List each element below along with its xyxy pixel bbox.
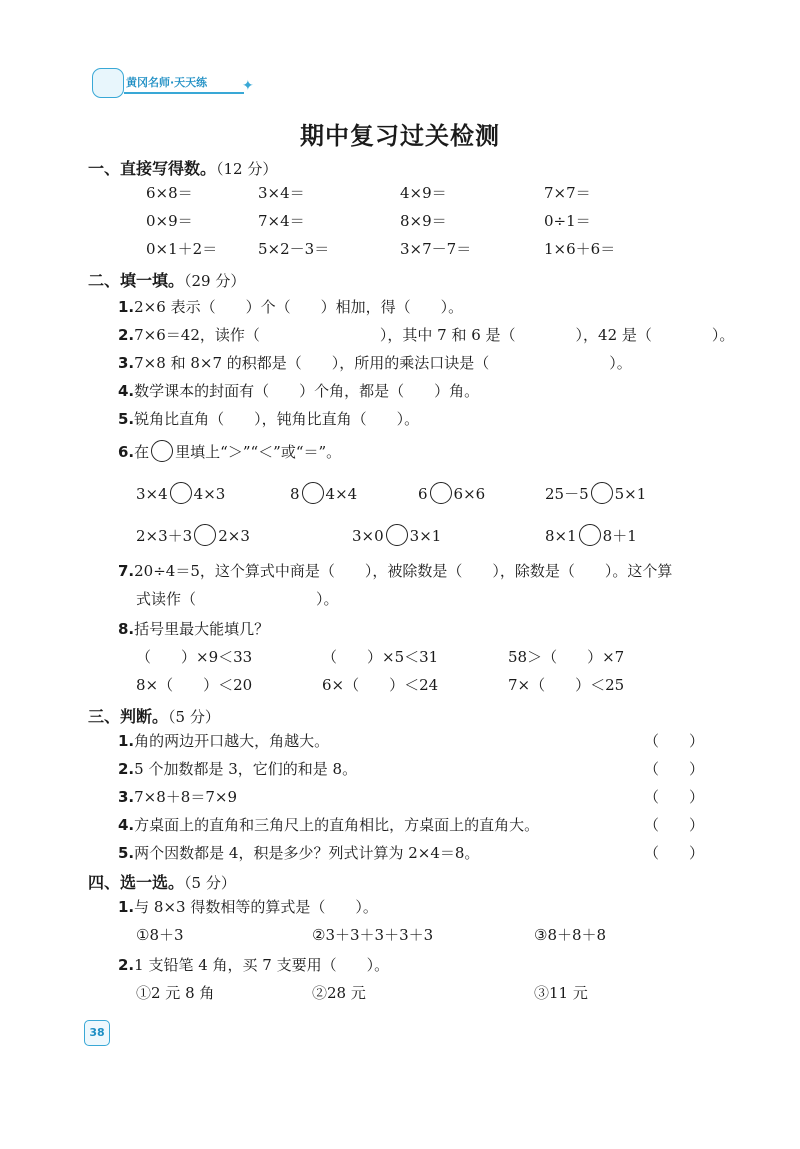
section-points: （5 分）: [168, 708, 220, 726]
compare-left: 25－5: [545, 485, 589, 503]
compare-item: [545, 524, 637, 546]
judge-item: [118, 730, 329, 751]
question-number: 6.: [118, 443, 135, 461]
blank-circle[interactable]: [591, 482, 613, 504]
answer-paren[interactable]: （ ）: [644, 732, 705, 750]
question-6: [118, 440, 341, 462]
question-text: 与 8×3 得数相等的算式是（ ）。: [134, 898, 378, 916]
choice-option[interactable]: ①2 元 8 角: [136, 984, 215, 1002]
answer-paren[interactable]: （ ）: [644, 760, 705, 778]
section-3-heading: [88, 704, 220, 727]
calc-item: 7×4＝: [258, 212, 305, 230]
blank-circle[interactable]: [302, 482, 324, 504]
question-number: 3.: [118, 354, 135, 372]
compare-left: 2×3＋3: [136, 527, 193, 545]
section-heading-text: 三、判断。: [88, 707, 169, 726]
question-number: 1.: [118, 898, 135, 916]
blank-circle[interactable]: [579, 524, 601, 546]
star-icon: ✦: [242, 78, 254, 94]
question-number: 8.: [118, 620, 135, 638]
calc-item: 0×9＝: [146, 212, 193, 230]
question-number: 1.: [118, 732, 135, 750]
calc-item: 0×1＋2＝: [146, 240, 218, 258]
compare-item: [352, 524, 441, 546]
calc-item: 6×8＝: [146, 184, 193, 202]
blank-circle[interactable]: [430, 482, 452, 504]
compare-right: 6×6: [453, 485, 486, 503]
question-text: 锐角比直角（ ），钝角比直角（ ）。: [134, 410, 420, 428]
calc-item: 0÷1＝: [544, 212, 591, 230]
brand-text: 黄冈名师·天天练: [126, 76, 208, 89]
section-4-heading: [88, 870, 236, 893]
judge-item: [118, 814, 539, 835]
question-5: [118, 408, 419, 429]
section-2-heading: [88, 268, 245, 291]
question-text: 方桌面上的直角和三角尺上的直角相比，方桌面上的直角大。: [134, 816, 540, 834]
question-4: [118, 380, 479, 401]
compare-right: 8＋1: [602, 527, 637, 545]
choice-option[interactable]: ②3＋3＋3＋3＋3: [312, 926, 434, 944]
question-text: 7×8＋8＝7×9: [134, 788, 237, 806]
question-number: 2.: [118, 956, 135, 974]
question-number: 1.: [118, 298, 135, 316]
fill-item: 7×（ ）＜25: [508, 676, 625, 694]
section-1-heading: [88, 156, 277, 179]
calc-item: 3×4＝: [258, 184, 305, 202]
question-3: [118, 352, 632, 373]
question-text: 5 个加数都是 3，它们的和是 8。: [134, 760, 358, 778]
choice-question-2: [118, 954, 389, 975]
page-number: 38: [84, 1020, 110, 1046]
question-number: 5.: [118, 410, 135, 428]
question-number: 7.: [118, 562, 135, 580]
compare-left: 6: [418, 485, 428, 503]
calc-item: 3×7－7＝: [400, 240, 472, 258]
question-number: 2.: [118, 326, 135, 344]
blank-circle[interactable]: [194, 524, 216, 546]
section-heading-text: 四、选一选。: [88, 873, 185, 892]
blank-circle[interactable]: [151, 440, 173, 462]
question-text: 20÷4＝5，这个算式中商是（ ），被除数是（ ），除数是（ ）。这个算: [134, 562, 673, 580]
choice-question-1: [118, 896, 378, 917]
question-number: 4.: [118, 816, 135, 834]
question-text: 两个因数都是 4，积是多少？列式计算为 2×4＝8。: [134, 844, 480, 862]
choice-option[interactable]: ①8＋3: [136, 926, 184, 944]
fill-item: （ ）×9＜33: [136, 648, 253, 666]
compare-right: 2×3: [218, 527, 250, 545]
page-title: 期中复习过关检测: [300, 122, 500, 150]
calc-item: 4×9＝: [400, 184, 447, 202]
compare-left: 3×4: [136, 485, 168, 503]
question-text: 1 支铅笔 4 角，买 7 支要用（ ）。: [134, 956, 390, 974]
calc-item: 5×2－3＝: [258, 240, 330, 258]
section-heading-text: 一、直接写得数。: [88, 159, 217, 178]
question-number: 5.: [118, 844, 135, 862]
compare-right: 5×1: [614, 485, 647, 503]
question-text: 在: [134, 443, 150, 461]
judge-item: [118, 842, 479, 863]
answer-paren[interactable]: （ ）: [644, 788, 705, 806]
question-text: 7×8 和 8×7 的积都是（ ），所用的乘法口诀是（ ）。: [134, 354, 632, 372]
compare-item: [136, 482, 225, 504]
question-text: 角的两边开口越大，角越大。: [134, 732, 330, 750]
compare-item: [545, 482, 646, 504]
question-number: 4.: [118, 382, 135, 400]
calc-item: 7×7＝: [544, 184, 591, 202]
fill-item: 8×（ ）＜20: [136, 676, 253, 694]
blank-circle[interactable]: [170, 482, 192, 504]
question-number: 2.: [118, 760, 135, 778]
choice-option[interactable]: ③11 元: [534, 984, 588, 1002]
question-text: 里填上“＞”“＜”或“＝”。: [175, 443, 342, 461]
fill-item: 6×（ ）＜24: [322, 676, 439, 694]
judge-item: [118, 786, 237, 807]
calc-item: 8×9＝: [400, 212, 447, 230]
question-7: [118, 560, 672, 581]
question-text: 7×6＝42，读作（ ），其中 7 和 6 是（ ），42 是（ ）。: [134, 326, 735, 344]
question-7-cont: 式读作（ ）。: [136, 590, 339, 608]
choice-option[interactable]: ②28 元: [312, 984, 366, 1002]
question-8: [118, 618, 269, 639]
fill-item: （ ）×5＜31: [322, 648, 439, 666]
answer-paren[interactable]: （ ）: [644, 816, 705, 834]
compare-item: [136, 524, 250, 546]
question-2: [118, 324, 734, 345]
fill-item: 58＞（ ）×7: [508, 648, 625, 666]
compare-left: 8: [290, 485, 300, 503]
section-points: （12 分）: [216, 160, 278, 178]
question-text: 数学课本的封面有（ ）个角，都是（ ）角。: [134, 382, 480, 400]
question-1: [118, 296, 463, 317]
section-points: （29 分）: [184, 272, 246, 290]
answer-paren[interactable]: （ ）: [644, 844, 705, 862]
calc-item: 1×6＋6＝: [544, 240, 616, 258]
judge-item: [118, 758, 357, 779]
question-text: 括号里最大能填几？: [134, 620, 270, 638]
question-text: 2×6 表示（ ）个（ ）相加，得（ ）。: [134, 298, 464, 316]
compare-left: 3×0: [352, 527, 384, 545]
brand-logo: [92, 68, 262, 96]
blank-circle[interactable]: [386, 524, 408, 546]
choice-option[interactable]: ③8＋8＋8: [534, 926, 607, 944]
question-number: 3.: [118, 788, 135, 806]
brand-underline: [124, 92, 244, 94]
section-points: （5 分）: [184, 874, 236, 892]
section-heading-text: 二、填一填。: [88, 271, 185, 290]
compare-item: [290, 482, 357, 504]
compare-right: 4×4: [325, 485, 358, 503]
compare-right: 4×3: [193, 485, 226, 503]
compare-left: 8×1: [545, 527, 577, 545]
compare-right: 3×1: [409, 527, 442, 545]
compare-item: [418, 482, 485, 504]
bear-icon: [92, 68, 124, 98]
